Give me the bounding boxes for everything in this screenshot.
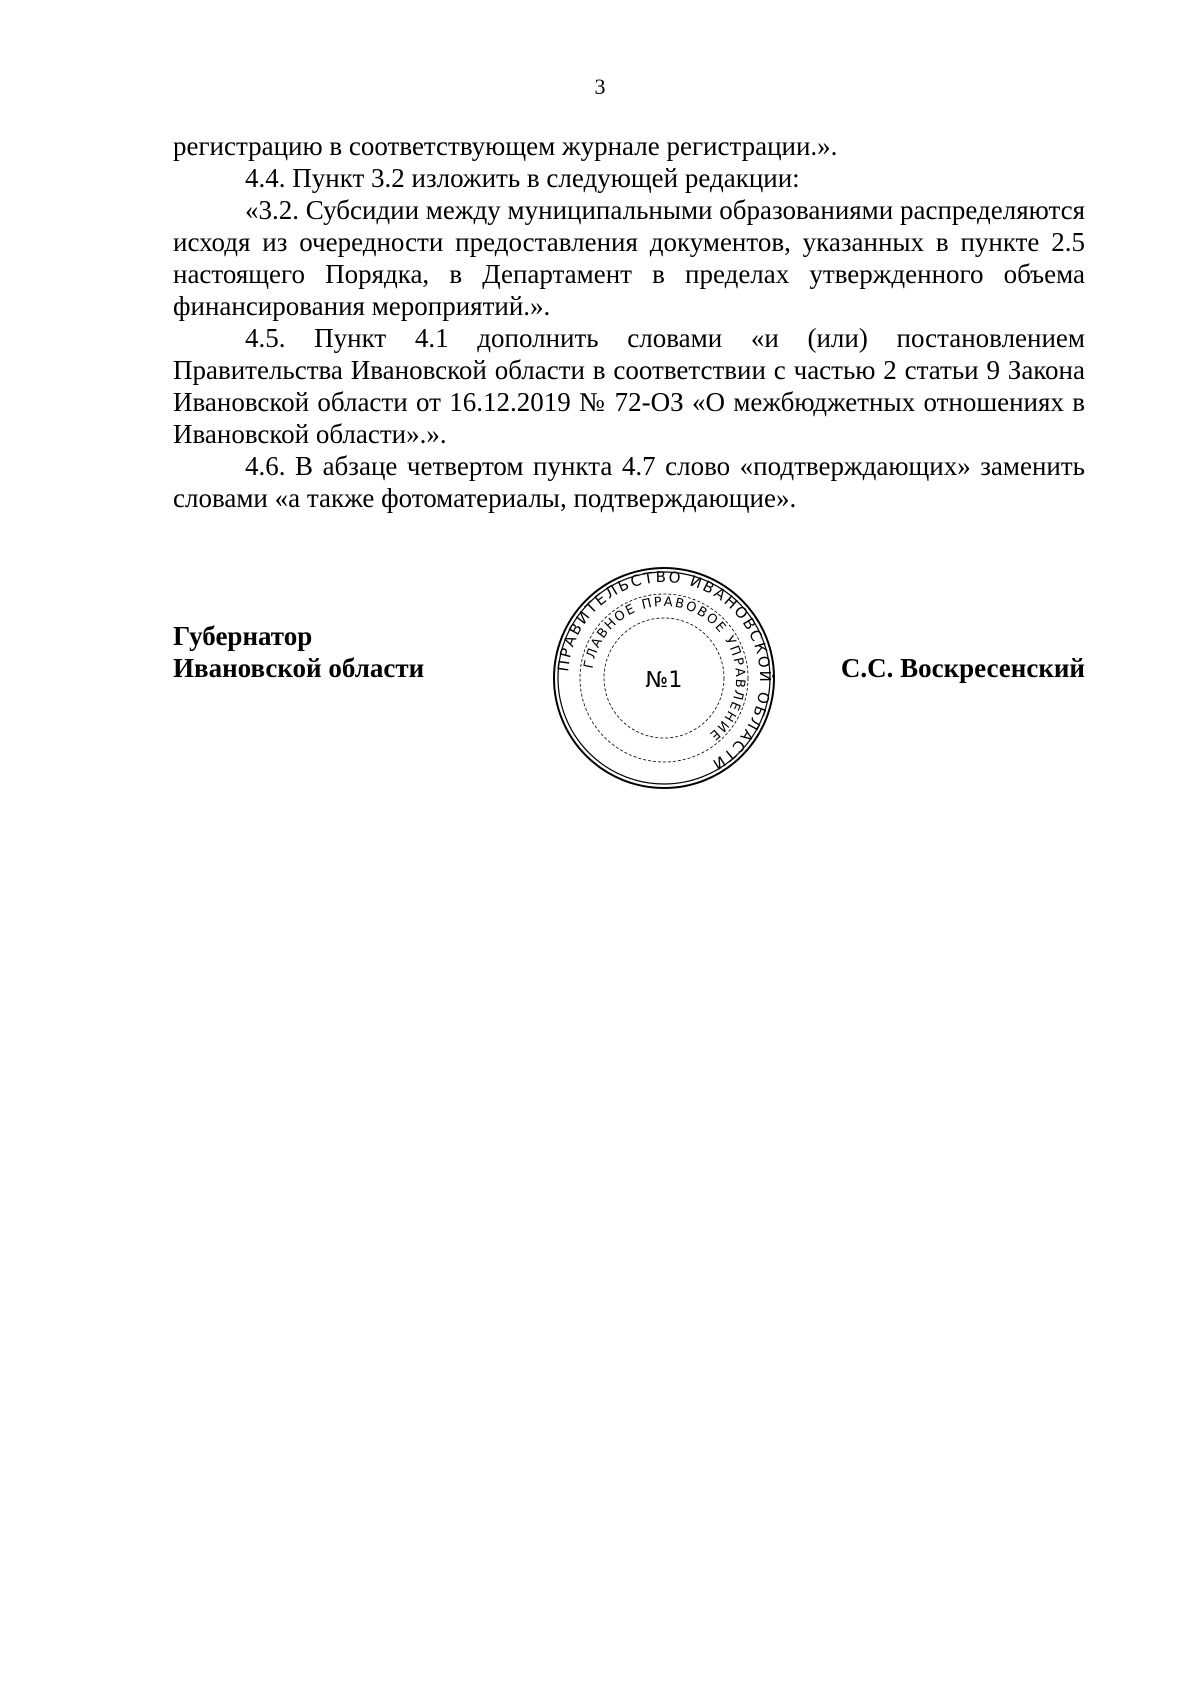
signature-position: [173, 620, 424, 684]
paragraph-3-2: «3.2. Субсидии между муниципальными образованиями распределяются исходя из очередности предоставления документов, указанных в пункте 2.5 настоящего Порядка, в Департамент в пределах утвержденного объема финансирования мероприятий.».: [173, 195, 1085, 321]
paragraph-4-6: 4.6. В абзаце четвертом пункта 4.7 слово «подтверждающих» заменить словами «а также фотоматериалы, подтверждающие».: [173, 451, 1085, 513]
paragraph-4-4: 4.4. Пункт 3.2 изложить в следующей редакции:: [245, 163, 800, 193]
paragraph-continuation: регистрацию в соответствующем журнале регистрации.».: [173, 131, 838, 161]
signature-position-line1: Губернатор: [173, 621, 313, 651]
seal-inner-text: ГЛАВНОЕ ПРАВОВОЕ УПРАВЛЕНИЕ: [581, 594, 748, 744]
paragraph-4-5: 4.5. Пункт 4.1 дополнить словами «и (или) постановлением Правительства Ивановской области в соответствии с частью 2 статьи 9 Закона Ивановской области от 16.12.2019 № 72-ОЗ «О межбюджетных отношениях в Ивановской области».».: [173, 323, 1085, 449]
seal-number: №1: [645, 668, 683, 693]
seal-outer-text: ПРАВИТЕЛЬСТВО ИВАНОВСКОЙ ОБЛАСТИ: [554, 567, 775, 775]
page-number: 3: [594, 74, 606, 99]
signer-name: С.С. Воскресенский: [840, 653, 1085, 683]
official-seal: [552, 566, 776, 790]
signature-position-line2: Ивановской области: [173, 653, 425, 683]
body-text: [173, 130, 1085, 514]
